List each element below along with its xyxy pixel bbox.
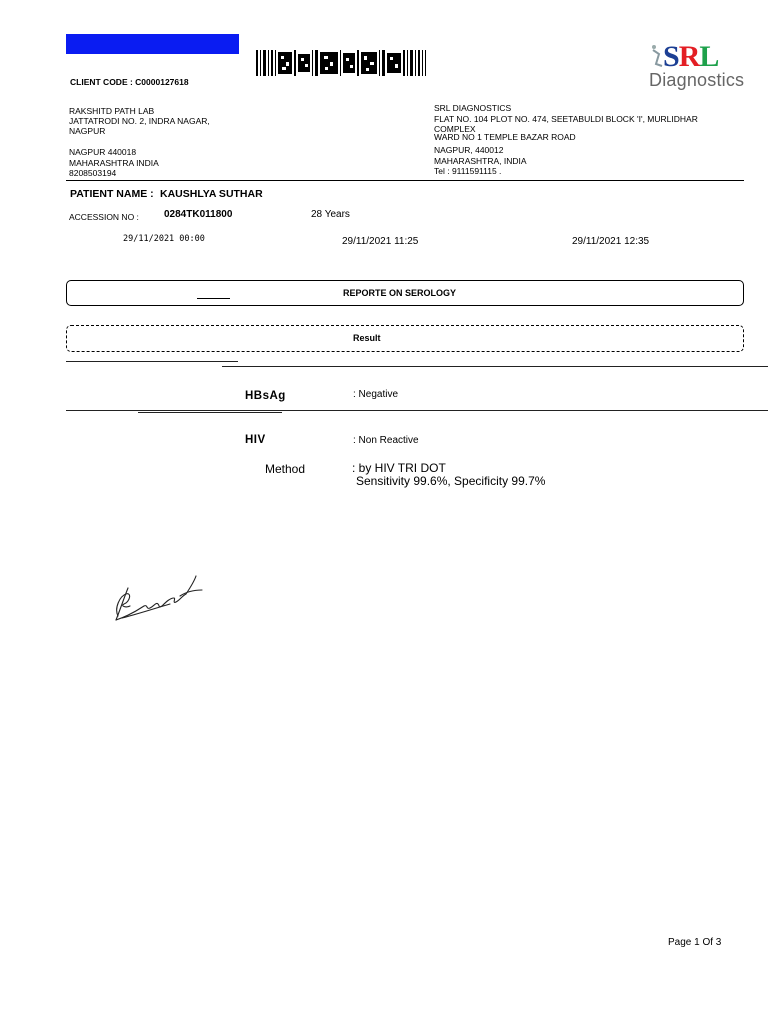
- collection-date: 29/11/2021 00:00: [123, 234, 205, 244]
- client-address-line4: MAHARASHTRA INDIA: [69, 158, 159, 168]
- result-header-box: [66, 325, 744, 352]
- result-header: Result: [353, 333, 381, 343]
- test-value-hbsag: : Negative: [353, 389, 399, 400]
- client-address-line3: NAGPUR 440018: [69, 147, 137, 157]
- method-line2: Sensitivity 99.6%, Specificity 99.7%: [356, 474, 546, 488]
- patient-age: 28 Years: [311, 209, 350, 220]
- title-underline: [197, 298, 230, 299]
- lab-name: SRL DIAGNOSTICS: [434, 103, 512, 113]
- divider-2a: [66, 410, 768, 411]
- accession-number: 0284TK011800: [164, 209, 233, 220]
- lab-address-line1: FLAT NO. 104 PLOT NO. 474, SEETABULDI BLOCK 'I', MURLIDHAR: [434, 114, 698, 124]
- test-name-hbsag: HBsAg: [245, 390, 286, 402]
- patient-name-label: PATIENT NAME :: [70, 188, 154, 200]
- divider-1b: [222, 366, 768, 367]
- divider-1a: [66, 361, 238, 362]
- client-name: RAKSHITD PATH LAB: [69, 106, 155, 116]
- header-blue-bar: [66, 34, 239, 54]
- lab-address-line3: WARD NO 1 TEMPLE BAZAR ROAD: [434, 132, 576, 142]
- lab-address-line5: MAHARASHTRA, INDIA: [434, 156, 527, 166]
- method-line1: : by HIV TRI DOT: [352, 461, 446, 475]
- received-date: 29/11/2021 11:25: [342, 236, 419, 247]
- lab-phone: Tel : 9111591115 .: [434, 166, 502, 176]
- signature-image: [108, 568, 208, 628]
- page-number: Page 1 Of 3: [668, 937, 722, 948]
- test-name-hiv: HIV: [245, 434, 266, 446]
- client-phone: 8208503194: [69, 168, 117, 178]
- client-address-line2: NAGPUR: [69, 126, 106, 136]
- client-address-line1: JATTATRODI NO. 2, INDRA NAGAR,: [69, 116, 210, 126]
- logo-brand: SRL: [663, 40, 719, 73]
- flask-icon: [650, 44, 664, 68]
- lab-address-line2: COMPLEX: [434, 124, 476, 134]
- srl-logo: [646, 40, 746, 92]
- barcode-image: [256, 50, 426, 76]
- reported-date: 29/11/2021 12:35: [572, 236, 650, 247]
- logo-subtext: Diagnostics: [649, 70, 745, 90]
- lab-address-line4: NAGPUR, 440012: [434, 145, 504, 155]
- report-title: REPORTE ON SEROLOGY: [343, 288, 457, 298]
- divider-2b: [138, 412, 282, 413]
- method-label: Method: [265, 462, 306, 476]
- accession-label: ACCESSION NO :: [69, 212, 139, 222]
- header-divider: [66, 180, 744, 181]
- test-value-hiv: : Non Reactive: [353, 435, 419, 446]
- client-code: CLIENT CODE : C0000127618: [70, 77, 189, 87]
- patient-name: KAUSHLYA SUTHAR: [160, 188, 263, 200]
